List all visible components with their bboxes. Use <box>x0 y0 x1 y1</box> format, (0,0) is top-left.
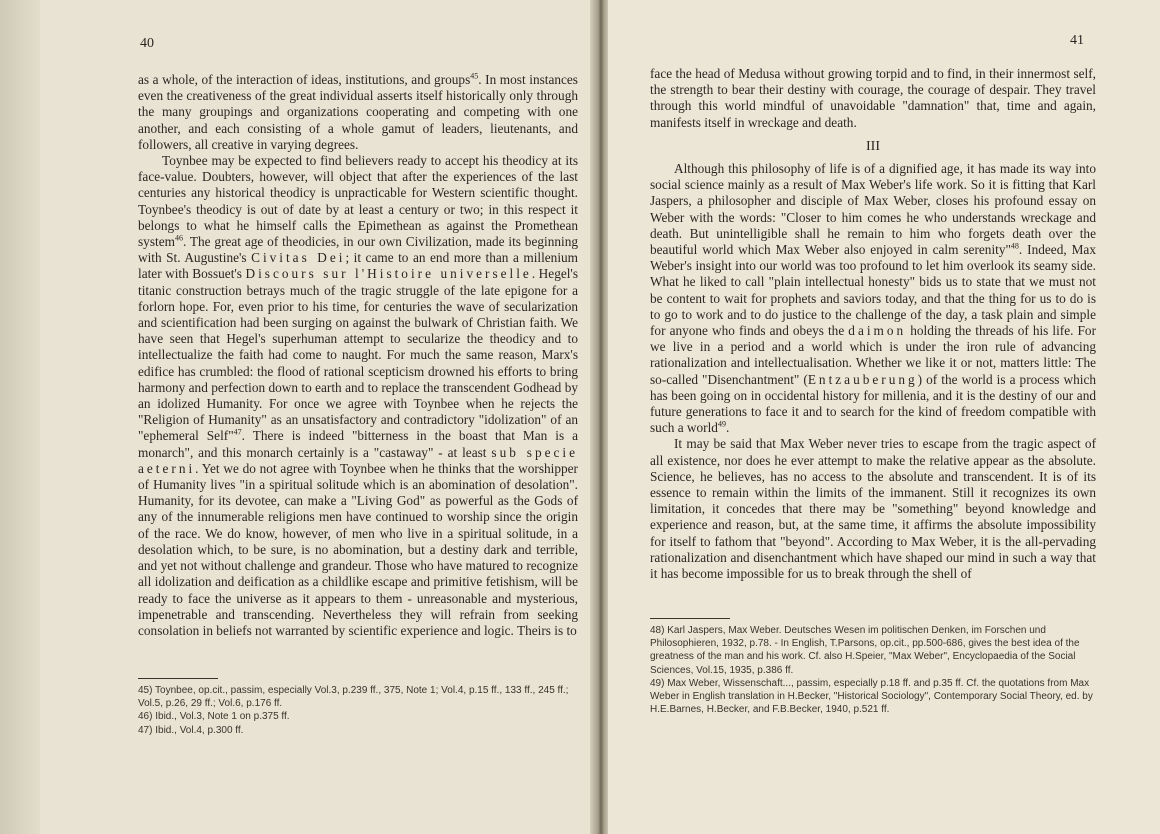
paragraph: Although this philosophy of life is of a dignified age, it has made its way into social science mainly as a result of Max Weber's life work. So it is fitting that Karl Jaspers, a philosopher and disciple of Max Weber, closes his profound essay on Weber with the words: "Closer to him comes he who understands wreckage and death. But unintelligible shall he remain to him who forgets death over the beautiful world which Max Weber also enjoyed in calm serenity"$^{48}$. Indeed, Max Weber's insight into our world was too profound to let him overlook its seamy side. What he liked to call "plain intellectual honesty" bids us to state that we must not be content to wait for prophets and saviors today, and that the thing for us to do is to go to work and to do justice to the challenge of the day, a task plain and simple for anyone who finds and obeys the daimon holding the threads of his life. For we live in a period and a world which is under the iron rule of advancing rationalization and intellectualisation. Whether we like it or not, matters little: The so-called "Disenchantment" (Entzauberung) of the world is a process which has been going on in occidental history for millenia, and it is the destiny of our and future generations to face it and to search for the kind of freedom compatible with such a world$^{49}$. <box>650 161 1096 436</box>
footnote: 45) Toynbee, op.cit., passim, especially Vol.3, p.239 ff., 375, Note 1; Vol.4, p.15 ff., 133 ff., 245 ff.; Vol.5, p.26, 29 ff.; Vol.6, p.176 ff. <box>138 685 569 710</box>
emphasized-word: daimon <box>848 323 907 339</box>
footnote-ref: 45 <box>470 71 479 81</box>
footnote-ref: 46 <box>174 233 183 243</box>
footnote: 47) Ibid., Vol.4, p.300 ff. <box>138 724 244 736</box>
footnote: 48) Karl Jaspers, Max Weber. Deutsches Wesen im politischen Denken, im Forschen und Philosophieren, 1932, p.78. - In English, T.Parsons, op.cit., pp.500-686, gives the best idea of the greatness of the man and his work. Cf. also H.Speier, "Max Weber", Encyclopaedia of the Social Sciences, Vol.15, 1935, p.386 ff. <box>650 625 1080 676</box>
paragraph: Toynbee may be expected to find believers ready to accept his theodicy at its face-value. Doubters, however, will object that after the experiences of the last centuries any historical theodicy is unpracticable for Western scientific thought. Toynbee's theodicy is out of date by at least a century or two; in this respect it belongs to what he himself calls the Epimethean as against the Promethean system$^{46}$. The great age of theodicies, in our own Civilization, made its beginning with St. Augustine's Civitas Dei; it came to an end more than a millenium later with Bossuet's Discours sur l'Histoire universelle. Hegel's titanic construction betrays much of the tragic struggle of the late epigone for a forlorn hope. For, even prior to his time, for centuries the wave of secularization and scientification had been surging on against the bulwark of Christian faith. We have seen that Hegel's superhuman attempt to secularize the theodicy and to intellectualize the faith had come to naught. For much the same reason, Marx's edifice has crumbled: the flood of rational scepticism drowned his efforts to bring harmony and perfection down to earth and to replace the transcendent Godhead by an idolized Humanity. For once we agree with Toynbee when he rejects the "Religion of Humanity" as an unsatisfactory and contradictory "idolization" of an "ephemeral Self"$^{47}$. There is indeed "bitterness in the boast that Man is a monarch", and this monarch certainly is a "castaway" - at least sub specie aeterni. Yet we do not agree with Toynbee when he thinks that the worshipper of Humanity lives "in a spiritual solitude which is an abomination of desolation". Humanity, for its devotee, can make a "Living God" as powerful as the Gods of any of the innumerable religions men have continued to worship since the origin of the race. We do know, however, of men who live in a spiritual solitude, in a desolation which, to be sure, is no abomination, but a destiny dark and terrible, and yet not without challenge and grandeur. Those who have matured to recognize all idolization and deification as a childlike escape and primitive fetishism, will be ready to face the universe as it appears to them - unreasonable and mysterious, impenetrable and transcending. Nevertheless they will refrain from seeking consolation in beliefs not warranted by scientific experience and logic. Theirs is to <box>138 153 579 638</box>
footnotes <box>650 624 1096 716</box>
footnotes <box>138 684 578 737</box>
section-heading: III <box>866 138 880 154</box>
paragraph: face the head of Medusa without growing torpid and to find, in their innermost self, the strength to bear their destiny with courage, the courage of despair. They travel through this world mindful of unavoidable "damnation" that, time and again, manifests itself in wreckage and death. <box>650 66 1096 130</box>
footnote-ref: 47 <box>233 428 242 438</box>
book-gutter <box>590 0 610 834</box>
body-text <box>650 66 1096 582</box>
footnote: 46) Ibid., Vol.3, Note 1 on p.375 ff. <box>138 711 290 723</box>
paragraph: It may be said that Max Weber never tries to escape from the tragic aspect of all existence, nor does he ever attempt to make the relative appear as the absolute. Science, he believes, has no access to the absolute and transcendent. It is of its essence to remain within the limits of the immanent. Still it recognizes its own limitation, it concedes that there may be "something" beyond knowledge and experience and reason, but, at the same time, it affirms the absolute impossibility for itself to fathom that "beyond". According to Max Weber, it is the all-pervading rationalization and disenchantment which have shaped our mind in such a way that it has become impossible for us to break through the shell of <box>650 436 1096 582</box>
footnote-divider <box>650 618 730 619</box>
footnote: 49) Max Weber, Wissenschaft..., passim, especially p.18 ff. and p.35 ff. Cf. the quotations from Max Weber in English translation in H.Becker, "Historical Sociology", Contemporary Social Theory, ed. by H.E.Barnes, H.Becker, and F.B.Becker, 1940, p.521 ff. <box>650 677 1093 716</box>
right-page <box>608 0 1160 834</box>
page-number: 41 <box>1070 33 1084 48</box>
emphasized-title: Civitas Dei <box>251 250 346 266</box>
emphasized-title: Discours sur l'Histoire universelle <box>245 266 532 282</box>
footnote-divider <box>138 678 218 679</box>
paragraph: as a whole, of the interaction of ideas, institutions, and groups$^{45}$. In most instances even the creativeness of the great individual asserts itself historically only through the many groupings and organizations cooperating and competing with one another, and each consisting of a whole gamut of leaders, lieutenants, and followers, all creative in varying degrees. <box>138 71 578 152</box>
page-edge-shadow <box>0 0 40 834</box>
page-number: 40 <box>140 36 154 51</box>
footnote-ref: 49 <box>717 419 726 429</box>
emphasized-word: Entzauberung <box>807 371 918 387</box>
body-text <box>138 72 578 639</box>
footnote-ref: 48 <box>1010 241 1019 251</box>
emphasized-phrase: sub specie aeterni <box>138 444 578 476</box>
